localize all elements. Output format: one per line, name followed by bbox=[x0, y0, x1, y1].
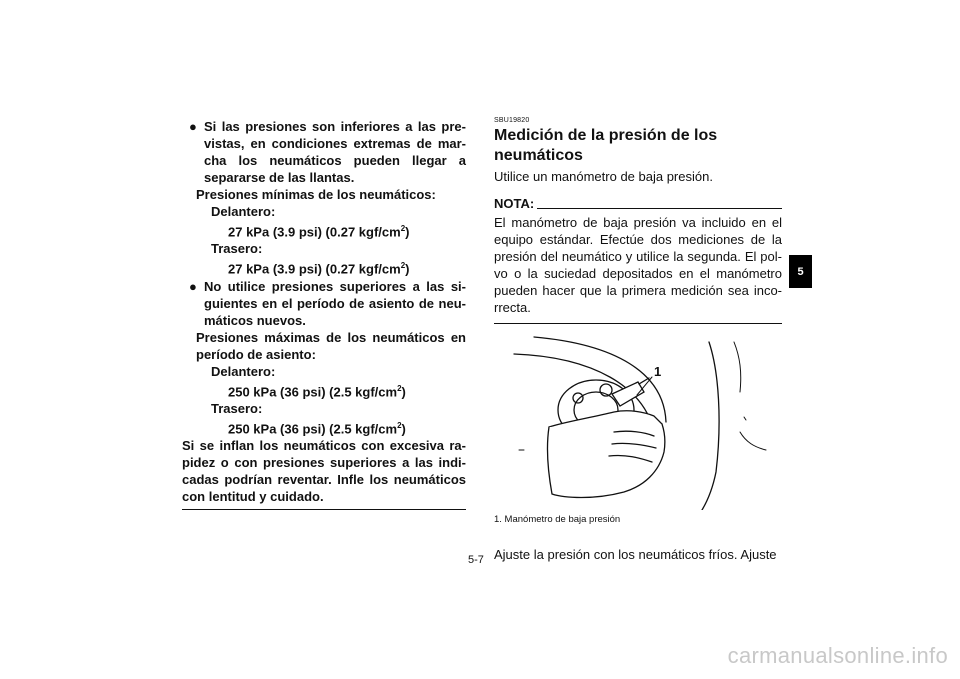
intro-text: Utilice un manómetro de baja presión. bbox=[494, 169, 713, 184]
nota-header bbox=[494, 195, 782, 212]
page-number: 5-7 bbox=[468, 554, 484, 566]
rear-max-value: 250 kPa (36 psi) (2.5 kgf/$cm^2$) bbox=[228, 420, 406, 437]
nota-label: NOTA: bbox=[494, 196, 535, 211]
section-code: SBU19820 bbox=[494, 117, 530, 124]
front-label: Delantero: bbox=[211, 363, 276, 379]
bullet-dot-icon: ● bbox=[189, 278, 197, 294]
front-min-value: 27 kPa (3.9 psi) (0.27 kgf/$cm^2$) bbox=[228, 224, 410, 240]
figure-caption: 1. Manómetro de baja presión bbox=[494, 514, 621, 525]
nota-end-rule bbox=[494, 323, 782, 324]
min-pressures-title: Presiones mínimas de los neumáticos: bbox=[196, 187, 436, 202]
watermark: carmanualsonline.info bbox=[727, 643, 948, 668]
body-text: Ajuste la presión con los neumáticos fríos. Ajuste bbox=[494, 547, 777, 562]
nota-rule bbox=[537, 208, 782, 209]
rear-label: Trasero: bbox=[211, 241, 263, 257]
nota-body: El manómetro de baja presión va incluido en el equipo estándar. Efectúe dos mediciones de la presión del neumático y utilice la segunda. El pol-vo o la suciedad depositados en el manómetro pueden hacer que la primera medición sea inco-rrecta. bbox=[494, 215, 782, 315]
bullet-text: Si las presiones son inferiores a las pre-vistas, en condiciones extremas de mar-cha los neumáticos pueden llegar a separarse de las llantas. bbox=[204, 119, 466, 185]
warning-closing-text: Si se inflan los neumáticos con excesiva ra-pidez o con presiones superiores a las indi-cadas podrían reventar. Infle los neumáticos con lentitud y cuidado. bbox=[182, 438, 466, 505]
rear-min-value: 27 kPa (3.9 psi) (0.27 kgf/$cm^2$) bbox=[228, 261, 410, 277]
max-pressures-title: Presiones máximas de los neumáticos en período de asiento: bbox=[196, 329, 466, 362]
bullet-dot-icon: ● bbox=[189, 119, 197, 134]
chapter-tab: 5 bbox=[789, 255, 812, 288]
tire-gauge-drawing bbox=[494, 332, 782, 510]
rear-label: Trasero: bbox=[211, 400, 263, 416]
section-heading: Medición de la presión de los neumáticos bbox=[494, 127, 718, 164]
gauge-illustration bbox=[494, 332, 782, 510]
front-max-value: 250 kPa (36 psi) (2.5 kgf/$cm^2$) bbox=[228, 383, 406, 399]
callout-number: 1 bbox=[654, 364, 662, 379]
bullet-item-low-pressure bbox=[182, 118, 466, 186]
left-column bbox=[182, 118, 466, 510]
bullet-text: No utilice presiones superiores a las si-guientes en el período de asiento de neu-máticos nuevos. bbox=[204, 278, 466, 328]
warning-end-rule bbox=[182, 509, 466, 510]
front-label: Delantero: bbox=[211, 204, 276, 219]
bullet-item-max-pressure bbox=[182, 278, 466, 329]
right-column bbox=[494, 117, 782, 563]
